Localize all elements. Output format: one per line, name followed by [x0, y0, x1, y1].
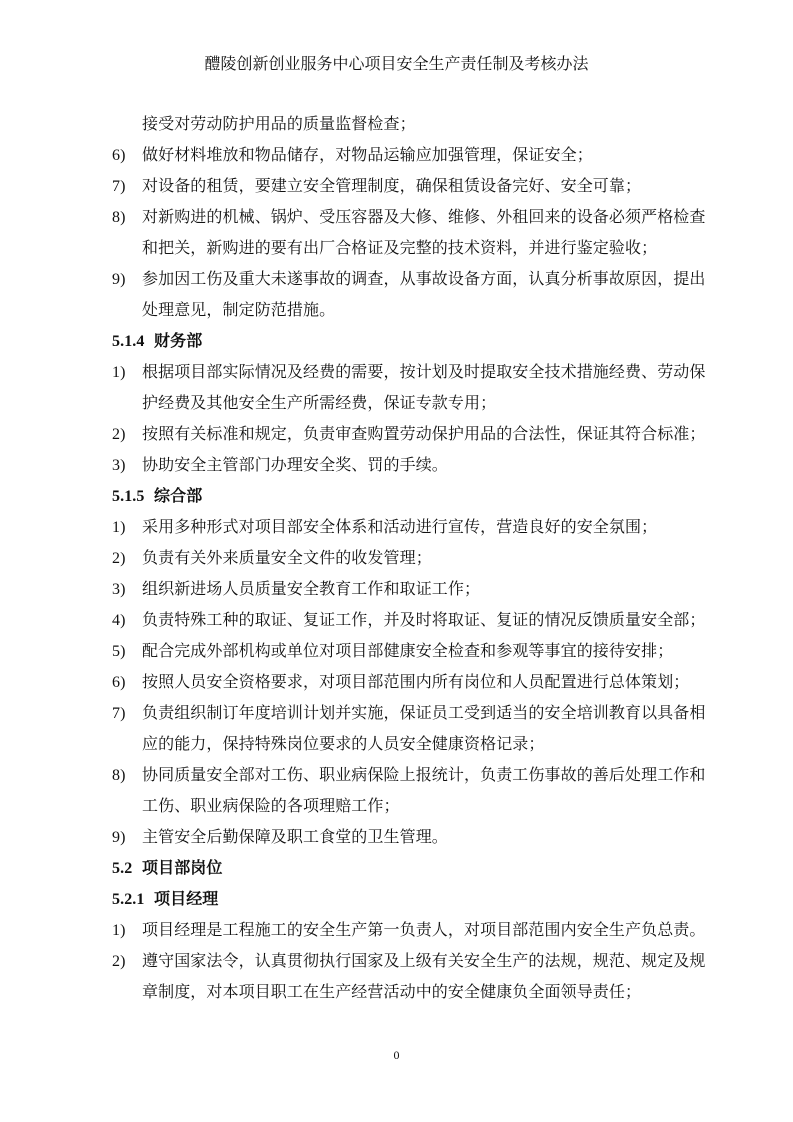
- list-item-text: 按照人员安全资格要求，对项目部范围内所有岗位和人员配置进行总体策划；: [142, 674, 690, 691]
- list-item-number: 2): [112, 953, 126, 970]
- list-item-number: 5): [112, 643, 126, 660]
- list-item-text: 项目经理是工程施工的安全生产第一负责人，对项目部范围内安全生产负总责。: [142, 922, 706, 939]
- list-item-number: 8): [112, 209, 126, 226]
- list-item: [112, 605, 712, 636]
- list-item-text: 负责有关外来质量安全文件的收发管理；: [142, 550, 432, 567]
- list-item-number: 6): [112, 147, 126, 164]
- list-item-text: 配合完成外部机构或单位对项目部健康安全检查和参观等事宜的接待安排；: [142, 643, 674, 660]
- list-item-text: 遵守国家法令，认真贯彻执行国家及上级有关安全生产的法规，规范、规定及规: [142, 953, 706, 970]
- section-title: 财务部: [154, 333, 203, 350]
- list-item-number: 1): [112, 922, 126, 939]
- list-item: [112, 946, 712, 1008]
- list-item: [112, 450, 712, 481]
- list-item-text: 工伤、职业病保险的各项理赔工作；: [142, 798, 400, 815]
- list-item: [112, 419, 712, 450]
- list-item-text: 主管安全后勤保障及职工食堂的卫生管理。: [142, 829, 448, 846]
- list-item-text: 采用多种形式对项目部安全体系和活动进行宣传，营造良好的安全氛围；: [142, 519, 658, 536]
- list-item-number: 7): [112, 705, 126, 722]
- list-item-text: 组织新进场人员质量安全教育工作和取证工作；: [142, 581, 481, 598]
- list-item: [112, 543, 712, 574]
- list-item: [112, 915, 712, 946]
- list-item: [112, 140, 712, 171]
- list-item: [112, 357, 712, 419]
- list-item-text: 根据项目部实际情况及经费的需要，按计划及时提取安全技术措施经费、劳动保: [142, 364, 706, 381]
- list-item-text: 做好材料堆放和物品储存，对物品运输应加强管理，保证安全；: [142, 147, 593, 164]
- list-item-number: 3): [112, 581, 126, 598]
- section-title: 项目经理: [154, 891, 219, 908]
- list-item-text: 负责特殊工种的取证、复证工作，并及时将取证、复证的情况反馈质量安全部；: [142, 612, 706, 629]
- list-item-number: 9): [112, 829, 126, 846]
- section-number: 5.2.1: [112, 891, 145, 908]
- list-item-number: 1): [112, 364, 126, 381]
- list-item-text: 处理意见，制定防范措施。: [142, 302, 336, 319]
- list-item-text: 护经费及其他安全生产所需经费，保证专款专用；: [142, 395, 497, 412]
- list-item-number: 2): [112, 426, 126, 443]
- list-item: [112, 171, 712, 202]
- list-item-text: 对设备的租赁，要建立安全管理制度，确保租赁设备完好、安全可靠；: [142, 178, 642, 195]
- list-item-number: 3): [112, 457, 126, 474]
- list-item: [112, 760, 712, 822]
- section-heading: [112, 481, 712, 512]
- list-item-number: 6): [112, 674, 126, 691]
- section-title: 项目部岗位: [142, 860, 223, 877]
- list-item-number: 8): [112, 767, 126, 784]
- list-item-text: 章制度，对本项目职工在生产经营活动中的安全健康负全面领导责任；: [142, 984, 642, 1001]
- list-item: [112, 667, 712, 698]
- section-heading: [112, 853, 712, 884]
- list-item-number: 4): [112, 612, 126, 629]
- page-header-title: 醴陵创新创业服务中心项目安全生产责任制及考核办法: [204, 56, 589, 73]
- list-item-text: 应的能力，保持特殊岗位要求的人员安全健康资格记录；: [142, 736, 545, 753]
- list-item-text: 协同质量安全部对工伤、职业病保险上报统计，负责工伤事故的善后处理工作和: [142, 767, 706, 784]
- list-item: [112, 202, 712, 264]
- list-item-text: 参加因工伤及重大未遂事故的调查，从事故设备方面，认真分析事故原因，提出: [142, 271, 706, 288]
- list-item-text: 按照有关标准和规定，负责审查购置劳动保护用品的合法性，保证其符合标准；: [142, 426, 706, 443]
- list-item: [112, 512, 712, 543]
- list-item: [112, 822, 712, 853]
- section-title: 综合部: [154, 488, 203, 505]
- list-item: [112, 264, 712, 326]
- list-item-number: 9): [112, 271, 126, 288]
- list-item-text: 和把关，新购进的要有出厂合格证及完整的技术资料，并进行鉴定验收；: [142, 240, 658, 257]
- section-number: 5.2: [112, 860, 133, 877]
- list-item-number: 1): [112, 519, 126, 536]
- list-item-number: 2): [112, 550, 126, 567]
- list-item: [112, 698, 712, 760]
- list-item-number: 7): [112, 178, 126, 195]
- document-body: [112, 109, 712, 1008]
- section-number: 5.1.4: [112, 333, 145, 350]
- list-item: [112, 109, 712, 140]
- section-heading: [112, 326, 712, 357]
- list-item-text: 对新购进的机械、锅炉、受压容器及大修、维修、外租回来的设备必须严格检查: [142, 209, 706, 226]
- list-item: [112, 636, 712, 667]
- list-item: [112, 574, 712, 605]
- section-number: 5.1.5: [112, 488, 145, 505]
- list-item-text: 接受对劳动防护用品的质量监督检查；: [142, 116, 416, 133]
- page-number: 0: [393, 1048, 400, 1062]
- list-item-text: 协助安全主管部门办理安全奖、罚的手续。: [142, 457, 448, 474]
- list-item-text: 负责组织制订年度培训计划并实施，保证员工受到适当的安全培训教育以具备相: [142, 705, 706, 722]
- section-heading: [112, 884, 712, 915]
